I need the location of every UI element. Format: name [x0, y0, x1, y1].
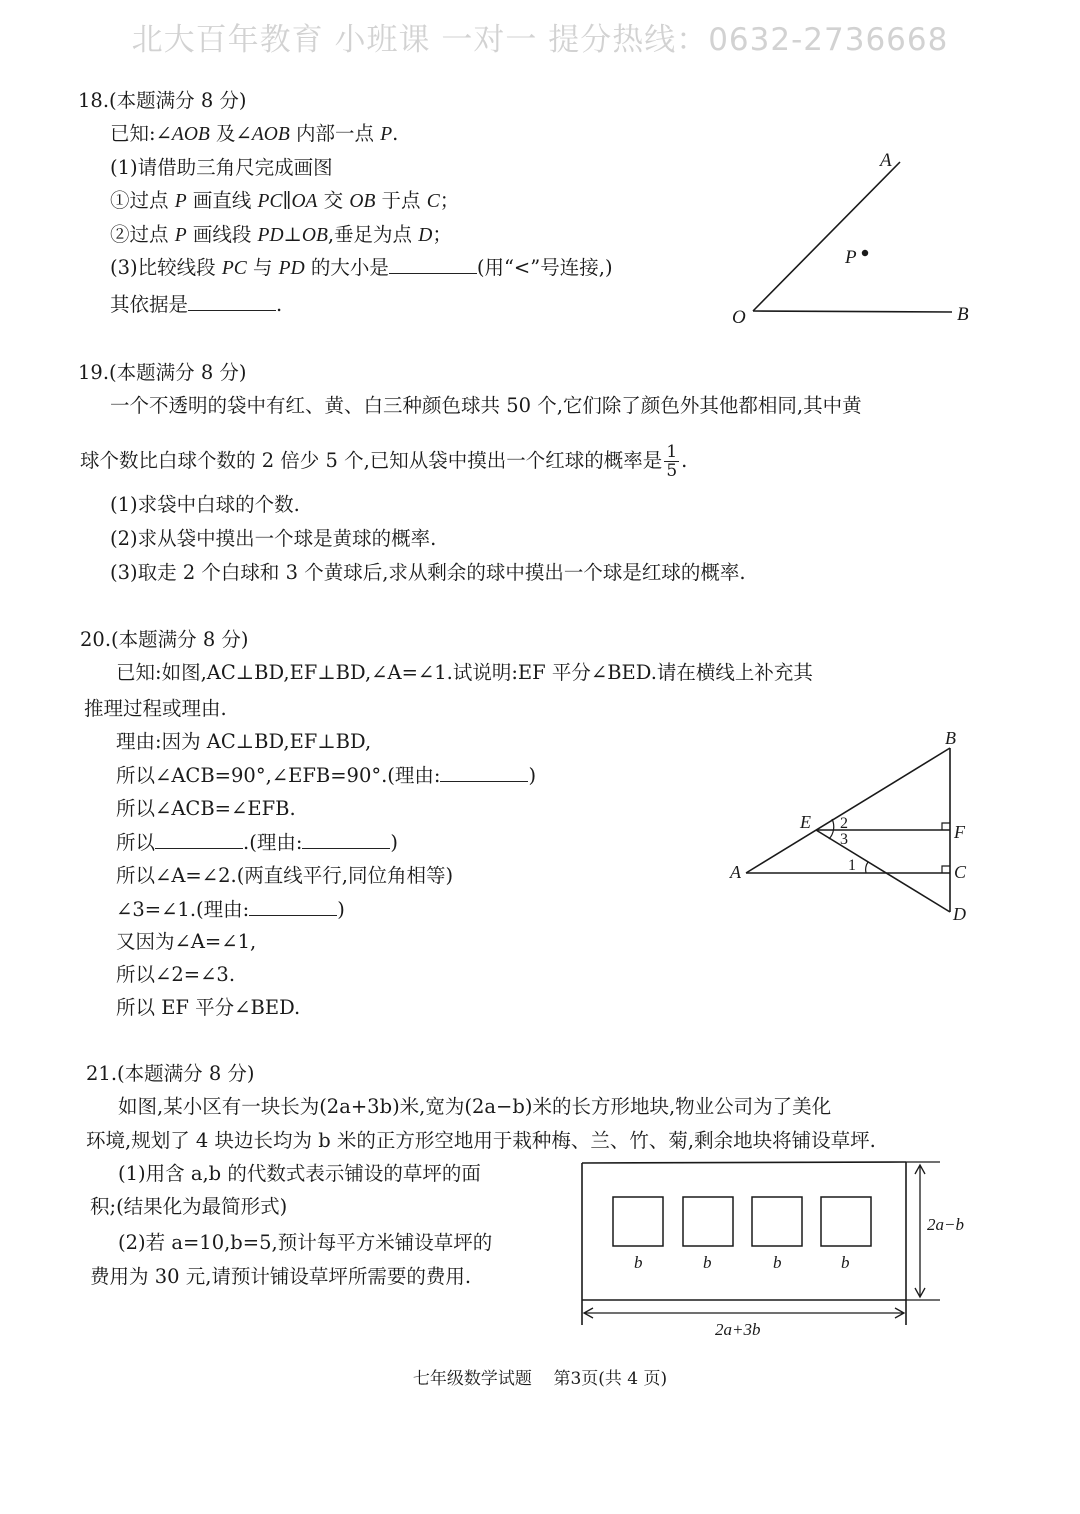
fraction-one-fifth: [664, 443, 679, 480]
lawn-rectangle-figure: [570, 1150, 990, 1350]
text: ①过点: [110, 189, 175, 212]
text: 交: [317, 189, 350, 212]
q19-sub-3: (3)取走 2 个白球和 3 个黄球后,求从剩余的球中摸出一个球是红球的概率.: [110, 561, 746, 584]
text: 所以∠ACB=90°,∠EFB=90°.(理由:: [116, 764, 441, 787]
label-a: A: [730, 862, 741, 882]
text: 球个数比白球个数的 2 倍少 5 个,已知从袋中摸出一个红球的概率是: [80, 449, 663, 472]
math: OB: [349, 191, 376, 212]
square-label-4: b: [841, 1253, 850, 1272]
text: .: [392, 122, 399, 145]
angle-2-label: 2: [840, 815, 848, 832]
math: AOB: [171, 124, 210, 145]
triangle-figure: [720, 720, 1000, 930]
text: 画直线: [186, 189, 258, 212]
label-e: E: [800, 812, 811, 832]
math: P: [174, 225, 187, 246]
label-c: C: [954, 862, 967, 882]
numerator: 1: [666, 442, 678, 462]
angle-1-label: 1: [848, 857, 856, 874]
denominator: 5: [666, 461, 678, 481]
q18-step2: [110, 222, 452, 249]
q21-sub-2b: 费用为 30 元,请预计铺设草坪所需要的费用.: [90, 1265, 472, 1288]
text: 画线段: [186, 223, 258, 246]
q19-sub-2: (2)求从袋中摸出一个球是黄球的概率.: [110, 527, 437, 550]
text: 于点: [375, 189, 427, 212]
square-label-2: b: [703, 1253, 712, 1272]
watermark: 北大百年教育 小班课 一对一 提分热线：0632-2736668: [131, 22, 949, 58]
q20-reason-1: 理由:因为 AC⊥BD,EF⊥BD,: [116, 730, 372, 753]
answer-blank[interactable]: [389, 255, 477, 274]
q20-reason-2: [116, 763, 536, 789]
angle-aob-figure: [720, 140, 1000, 340]
q20-reason-3: 所以∠ACB=∠EFB.: [116, 797, 296, 820]
text: (3)比较线段: [110, 256, 222, 279]
q18-part3: [110, 255, 613, 282]
q20-paragraph-1: 已知:如图,AC⊥BD,EF⊥BD,∠A=∠1.试说明:EF 平分∠BED.请在横线上补充其: [116, 661, 813, 684]
text: ): [337, 898, 345, 921]
q20-header: 20.(本题满分 8 分): [80, 628, 249, 651]
answer-blank[interactable]: [188, 292, 276, 311]
q18-header: 18.(本题满分 8 分): [78, 89, 247, 112]
math: PD⊥OB: [257, 225, 328, 246]
text: .: [276, 293, 283, 316]
text: 已知:∠: [110, 122, 172, 145]
page-footer: 七年级数学试题 第3页(共 4 页): [412, 1369, 668, 1389]
answer-blank[interactable]: [155, 830, 243, 849]
q21-paragraph-1: 如图,某小区有一块长为(2a+3b)米,宽为(2a−b)米的长方形地块,物业公司为了美化: [118, 1095, 832, 1118]
answer-blank[interactable]: [440, 763, 528, 782]
math: P: [174, 191, 187, 212]
q19-paragraph-1: 一个不透明的袋中有红、黄、白三种颜色球共 50 个,它们除了颜色外其他都相同,其中黄: [110, 394, 862, 417]
q20-reason-4: [116, 830, 398, 856]
text: 与: [246, 256, 279, 279]
q18-step1: [110, 188, 459, 215]
q19-sub-1: (1)求袋中白球的个数.: [110, 493, 300, 516]
answer-blank[interactable]: [302, 830, 390, 849]
text: 所以: [116, 831, 156, 854]
square-label-3: b: [773, 1253, 782, 1272]
text: 内部一点: [289, 122, 381, 145]
label-b: B: [945, 728, 956, 748]
q18-given: [110, 121, 398, 148]
q20-reason-9: 所以 EF 平分∠BED.: [116, 996, 301, 1019]
text: ,垂足为点: [327, 223, 419, 246]
q21-sub-1a: (1)用含 a,b 的代数式表示铺设的草坪的面: [118, 1162, 481, 1185]
answer-blank[interactable]: [249, 897, 337, 916]
text: ): [390, 831, 399, 854]
text: 及∠: [209, 122, 252, 145]
square-label-1: b: [634, 1253, 643, 1272]
q21-paragraph-2: 环境,规划了 4 块边长均为 b 米的正方形空地用于栽种梅、兰、竹、菊,剩余地块将铺设草坪.: [86, 1129, 876, 1152]
text: ；: [432, 223, 452, 246]
text: ): [528, 764, 537, 787]
q18-part1: (1)请借助三角尺完成画图: [110, 156, 333, 179]
q20-reason-6: [116, 897, 345, 923]
text: ；: [439, 189, 460, 212]
math: PD: [278, 258, 305, 279]
q19-paragraph-2: [80, 443, 687, 480]
label-d: D: [953, 904, 966, 924]
q21-sub-2a: (2)若 a=10,b=5,预计每平方米铺设草坪的: [118, 1231, 493, 1254]
text: ②过点: [110, 223, 175, 246]
q20-reason-5: 所以∠A=∠2.(两直线平行,同位角相等): [116, 864, 454, 887]
math: D: [418, 225, 433, 246]
text: (用“<”号连接,): [476, 256, 613, 279]
text: ∠3=∠1.(理由:: [116, 898, 250, 921]
q20-paragraph-2: 推理过程或理由.: [84, 697, 227, 720]
math: C: [426, 191, 440, 212]
q21-header: 21.(本题满分 8 分): [86, 1062, 255, 1085]
q20-reason-8: 所以∠2=∠3.: [116, 963, 236, 986]
math: PC: [221, 258, 247, 279]
text: 的大小是: [304, 256, 389, 279]
label-b: B: [957, 304, 969, 325]
text: .(理由:: [243, 831, 303, 854]
text: .: [681, 449, 688, 472]
label-a: A: [880, 150, 892, 171]
q19-header: 19.(本题满分 8 分): [78, 361, 247, 384]
math: PC∥OA: [257, 191, 318, 212]
math: AOB: [251, 124, 290, 145]
q20-reason-7: 又因为∠A=∠1,: [116, 930, 257, 953]
text: 其依据是: [110, 293, 189, 316]
q21-sub-1b: 积;(结果化为最简形式): [90, 1195, 288, 1218]
height-label: 2a−b: [927, 1215, 964, 1234]
label-o: O: [732, 307, 746, 328]
width-label: 2a+3b: [715, 1320, 761, 1339]
q18-reason: [110, 292, 282, 318]
math: P: [380, 124, 393, 145]
angle-3-label: 3: [840, 831, 848, 848]
label-f: F: [954, 822, 965, 842]
label-p: P: [845, 247, 857, 268]
